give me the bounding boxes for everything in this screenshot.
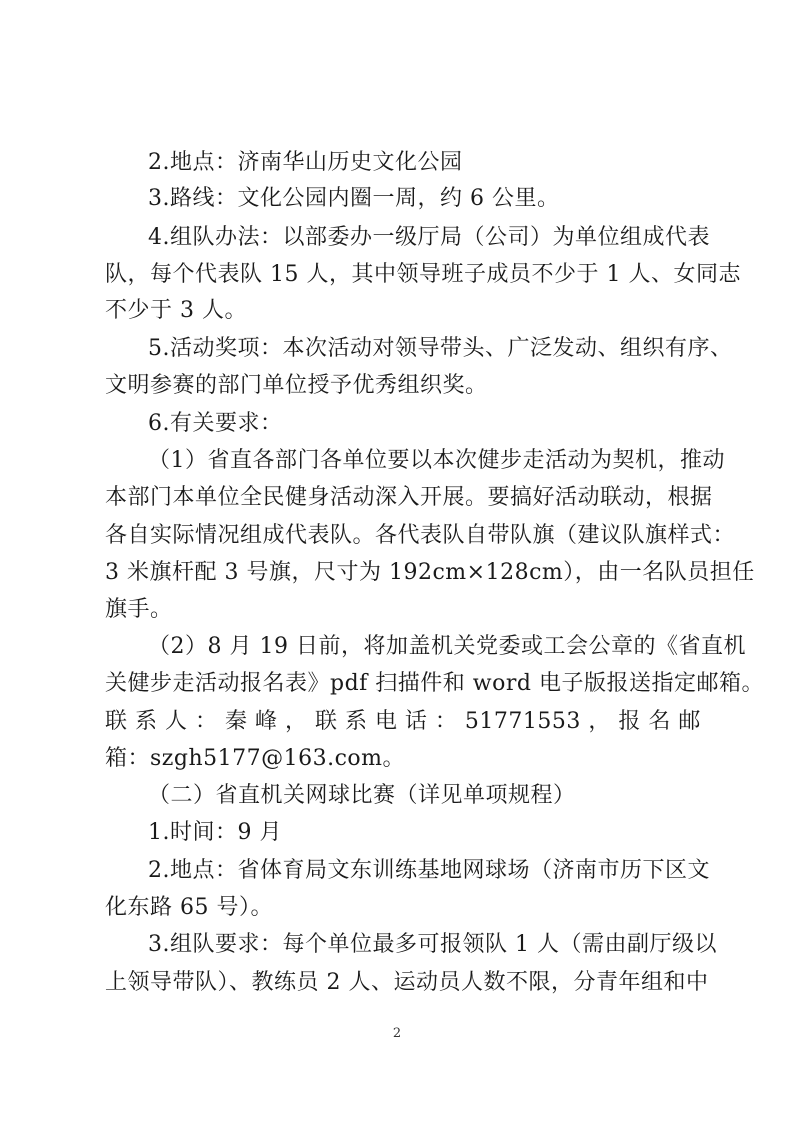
paragraph-line: 1.时间：9 月: [148, 820, 282, 845]
paragraph-line: 上领导带队）、教练员 2 人、运动员人数不限，分青年组和中: [105, 970, 709, 995]
paragraph-line: 关健步走活动报名表》pdf 扫描件和 word 电子版报送指定邮箱。: [105, 671, 764, 696]
paragraph-line: 3.路线：文化公园内圈一周，约 6 公里。: [148, 186, 560, 211]
paragraph-line: 不少于 3 人。: [105, 298, 247, 323]
paragraph-line: 各自实际情况组成代表队。各代表队自带队旗（建议队旗样式：: [105, 523, 736, 548]
paragraph-line: 4.组队办法：以部委办一级厅局（公司）为单位组成代表: [148, 225, 710, 250]
paragraph-line: 2.地点：省体育局文东训练基地网球场（济南市历下区文: [148, 858, 710, 883]
paragraph-line: 3 米旗杆配 3 号旗，尺寸为 192cm×128cm），由一名队员担任: [105, 560, 755, 585]
paragraph-line: 3.组队要求：每个单位最多可报领队 1 人（需由副厅级以: [148, 932, 717, 957]
paragraph-line: 本部门本单位全民健身活动深入开展。要搞好活动联动，根据: [105, 485, 713, 510]
paragraph-line: 化东路 65 号）。: [105, 895, 273, 920]
section-heading: （二）省直机关网球比赛（详见单项规程）: [148, 783, 576, 808]
paragraph-line: 2.地点：济南华山历史文化公园: [148, 150, 463, 175]
paragraph-line: （1）省直各部门各单位要以本次健步走活动为契机，推动: [148, 448, 725, 473]
paragraph-line: 队，每个代表队 15 人，其中领导班子成员不少于 1 人、女同志: [105, 262, 741, 287]
paragraph-line: 旗手。: [105, 597, 173, 622]
paragraph-line: （2）8 月 19 日前，将加盖机关党委或工会公章的《省直机: [148, 634, 746, 659]
paragraph-line: 5.活动奖项：本次活动对领导带头、广泛发动、组织有序、: [148, 336, 733, 361]
email-line: 箱：szgh5177@163.com。: [105, 746, 406, 771]
contact-line: 联 系 人 ： 秦 峰 ， 联 系 电 话 ： 51771553 ， 报 名 邮: [105, 709, 701, 734]
section-heading: 6.有关要求：: [148, 411, 283, 436]
page-number: 2: [392, 1026, 402, 1041]
paragraph-line: 文明参赛的部门单位授予优秀组织奖。: [105, 373, 488, 398]
